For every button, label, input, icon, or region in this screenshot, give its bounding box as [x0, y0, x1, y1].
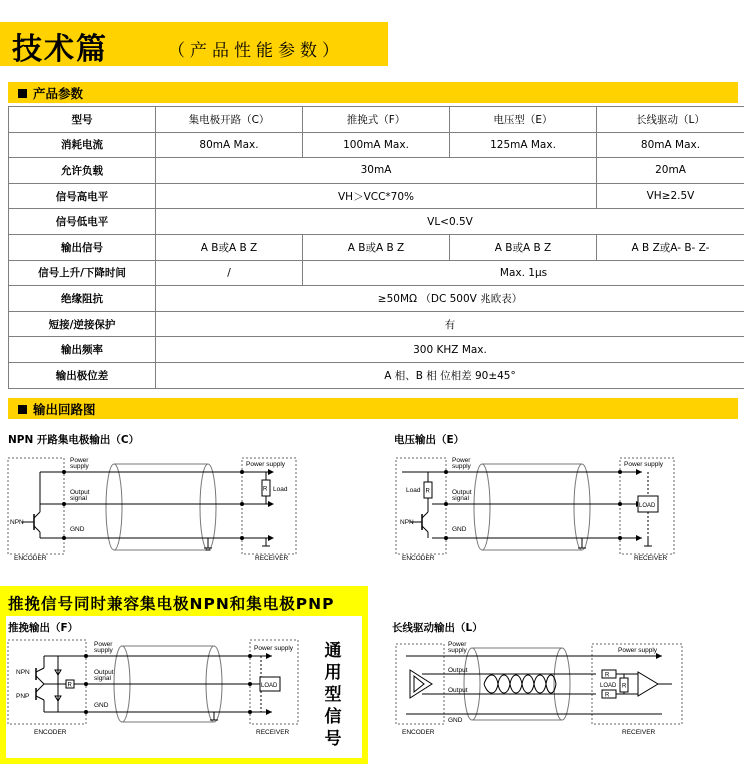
label-gnd: GND: [452, 526, 467, 533]
table-header-cell: 长线驱动（L）: [597, 107, 744, 133]
circuit-voltage-diagram: [392, 452, 692, 564]
spec-table: [8, 106, 744, 389]
label-r-3: R: [622, 683, 627, 690]
table-header-cell: 电压型（E）: [450, 107, 597, 133]
table-row: [9, 209, 744, 235]
table-cell: A B或A B Z: [156, 234, 303, 260]
label-npn: NPN: [16, 669, 30, 676]
row-label: 信号高电平: [9, 183, 156, 209]
label-power: Power: [94, 641, 113, 648]
label-signal: signal: [70, 495, 87, 502]
table-row: [9, 132, 744, 158]
label-r: R: [425, 488, 430, 495]
label-power: Power: [448, 641, 467, 648]
row-label: 信号上升/下降时间: [9, 260, 156, 286]
table-cell: 80mA Max.: [597, 132, 744, 158]
caption-pushpull: 推挽输出（F）: [8, 622, 79, 634]
label-supply: supply: [94, 647, 113, 654]
row-label: 输出信号: [9, 234, 156, 260]
label-npn: NPN: [10, 519, 24, 526]
table-cell: A 相、B 相 位相差 90±45°: [156, 362, 744, 388]
label-load: Load: [406, 487, 421, 494]
label-supply: supply: [452, 463, 471, 470]
table-cell: 300 KHZ Max.: [156, 337, 744, 363]
label-output-2: Output: [448, 687, 468, 694]
label-signal: signal: [94, 675, 111, 682]
row-label: 输出极位差: [9, 362, 156, 388]
label-power-supply: Power supply: [618, 647, 658, 654]
circuit-npn-diagram: [0, 452, 300, 564]
table-cell: VH≥2.5V: [597, 183, 744, 209]
label-r: R: [605, 672, 610, 679]
label-encoder: ENCODER: [402, 729, 435, 736]
row-label: 输出频率: [9, 337, 156, 363]
table-cell: 80mA Max.: [156, 132, 303, 158]
table-row: [9, 362, 744, 388]
label-gnd: GND: [94, 702, 109, 709]
label-power: Power: [452, 457, 471, 464]
label-output: Output: [452, 489, 472, 496]
table-header-cell: 集电极开路（C）: [156, 107, 303, 133]
table-cell: VH＞VCC*70%: [156, 183, 597, 209]
table-cell: A B或A B Z: [450, 234, 597, 260]
label-power-supply: Power supply: [254, 645, 294, 652]
label-power-supply: Power supply: [246, 461, 286, 468]
label-encoder: ENCODER: [14, 555, 47, 562]
table-cell: /: [156, 260, 303, 286]
label-load-box: LOAD: [261, 683, 278, 689]
row-label: 短接/逆接保护: [9, 311, 156, 337]
label-receiver: RECEIVER: [622, 729, 656, 736]
label-pnp: PNP: [16, 693, 30, 700]
vertical-label: 通 用 型 信 号: [324, 641, 342, 749]
label-power-supply: Power supply: [624, 461, 664, 468]
circuit-linedriver-diagram: [392, 634, 692, 740]
label-power: Power: [70, 457, 89, 464]
table-header-cell: 推挽式（F）: [303, 107, 450, 133]
table-header-row: [9, 107, 744, 133]
label-supply: supply: [448, 647, 467, 654]
table-cell: 125mA Max.: [450, 132, 597, 158]
section-bar-params: [8, 82, 738, 103]
table-cell: 20mA: [597, 158, 744, 184]
table-row: [9, 183, 744, 209]
table-cell: Max. 1μs: [303, 260, 744, 286]
row-label: 信号低电平: [9, 209, 156, 235]
square-bullet-icon: [18, 405, 27, 414]
table-row: [9, 337, 744, 363]
caption-voltage: 电压输出（E）: [394, 434, 465, 446]
label-receiver: RECEIVER: [256, 729, 290, 736]
table-row: [9, 234, 744, 260]
table-row: [9, 158, 744, 184]
label-output: Output: [448, 667, 468, 674]
table-row: [9, 286, 744, 312]
title-bar: [0, 22, 388, 66]
label-supply: supply: [70, 463, 89, 470]
section-bar-circuits: [8, 398, 738, 419]
label-load-box: LOAD: [600, 683, 617, 689]
row-label: 允许负载: [9, 158, 156, 184]
row-label: 绝缘阻抗: [9, 286, 156, 312]
caption-linedriver: 长线驱动输出（L）: [392, 622, 483, 634]
label-gnd: GND: [448, 717, 463, 724]
label-receiver: RECEIVER: [634, 555, 668, 562]
label-output: Output: [94, 669, 114, 676]
label-load: Load: [273, 486, 288, 493]
circuit-pushpull-diagram: [4, 634, 304, 740]
table-cell: A B或A B Z: [303, 234, 450, 260]
promo-title: 推挽信号同时兼容集电极NPN和集电极PNP: [8, 595, 335, 613]
label-npn: NPN: [400, 519, 414, 526]
label-output: Output: [70, 489, 90, 496]
label-r-2: R: [605, 692, 610, 699]
row-label: 消耗电流: [9, 132, 156, 158]
square-bullet-icon: [18, 89, 27, 98]
table-cell: VL<0.5V: [156, 209, 744, 235]
table-cell: 30mA: [156, 158, 597, 184]
label-r: R: [263, 486, 268, 493]
label-r: R: [67, 682, 72, 689]
table-row: [9, 311, 744, 337]
label-load-box: LOAD: [639, 503, 656, 509]
page-title: 技术篇: [12, 32, 108, 67]
label-gnd: GND: [70, 526, 85, 533]
label-encoder: ENCODER: [402, 555, 435, 562]
page-subtitle: （产品性能参数）: [168, 41, 344, 61]
section-title-params: 产品参数: [18, 84, 83, 102]
caption-npn: NPN 开路集电极输出（C）: [8, 434, 140, 446]
table-row: [9, 260, 744, 286]
label-receiver: RECEIVER: [255, 555, 289, 562]
table-cell: 100mA Max.: [303, 132, 450, 158]
table-cell: A B Z或A- B- Z-: [597, 234, 744, 260]
table-header-cell: 型号: [9, 107, 156, 133]
table-cell: ≥50MΩ （DC 500V 兆欧表）: [156, 286, 744, 312]
table-cell: 有: [156, 311, 744, 337]
label-signal: signal: [452, 495, 469, 502]
section-title-circuits: 输出回路图: [18, 400, 96, 418]
label-encoder: ENCODER: [34, 729, 67, 736]
